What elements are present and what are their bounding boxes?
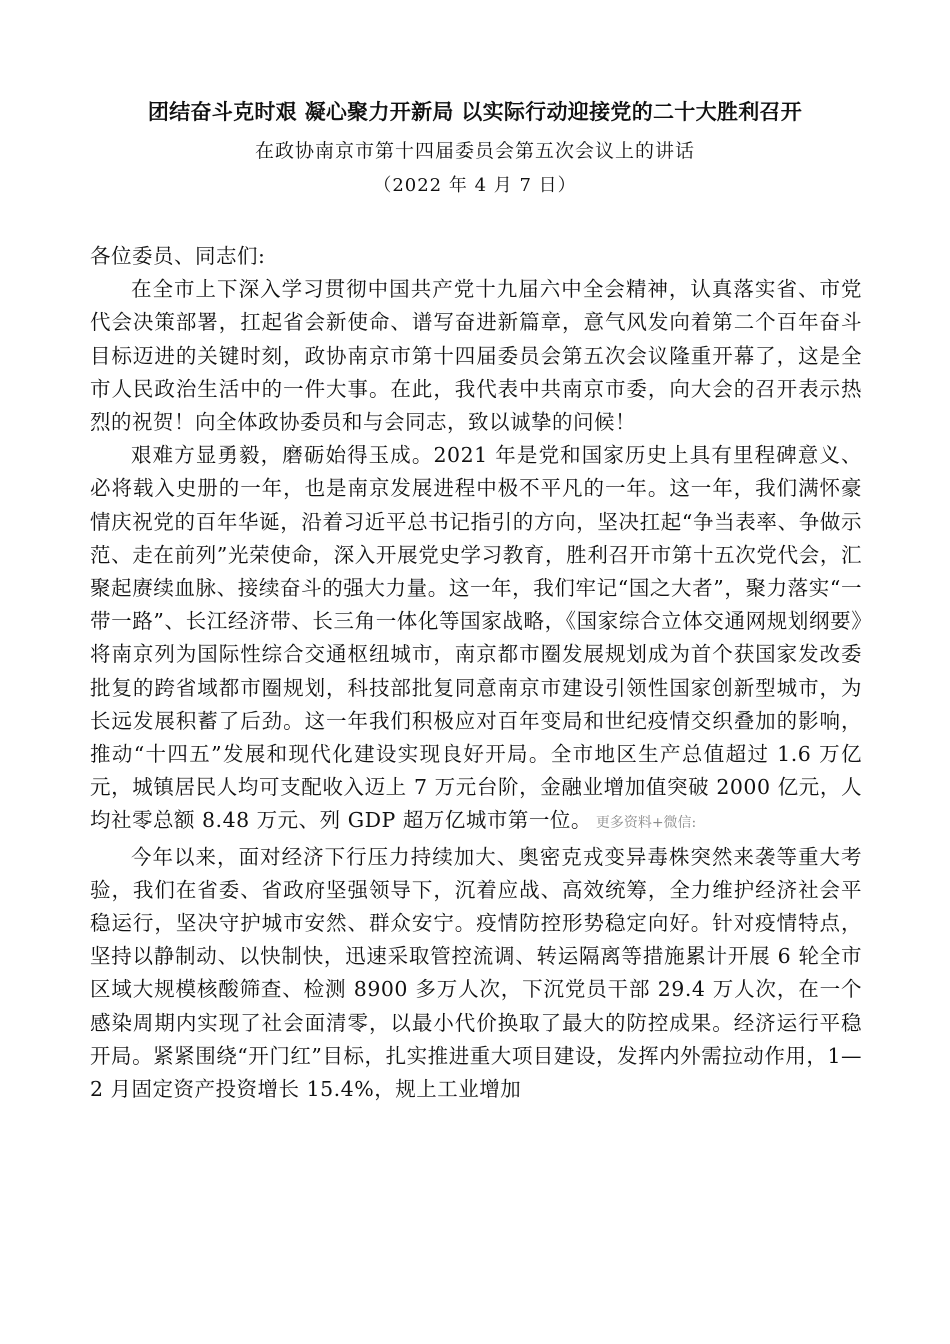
- document-date: （2022 年 4 月 7 日）: [373, 175, 577, 196]
- document-body: [90, 240, 862, 1106]
- paragraph-2: [90, 439, 862, 840]
- inline-note: 更多资料+微信:: [595, 815, 697, 832]
- document-title: 团结奋斗克时艰 凝心聚力开新局 以实际行动迎接党的二十大胜利召开: [147, 99, 803, 124]
- paragraph-1-text: 在全市上下深入学习贯彻中国共产党十九届六中全会精神，认真落实省、市党代会决策部署，扛起省会新使命、谱写奋进新篇章，意气风发向着第二个百年奋斗目标迈进的关键时刻，政协南京市第十四届委员会第五次会议隆重开幕了，这是全市人民政治生活中的一件大事。在此，我代表中共南京市委，向大会的召开表示热烈的祝贺！向全体政协委员和与会同志，致以诚挚的问候！: [90, 277, 862, 435]
- document-subtitle: 在政协南京市第十四届委员会第五次会议上的讲话: [254, 140, 695, 162]
- paragraph-1: [90, 273, 862, 439]
- paragraph-2-text: 艰难方显勇毅，磨砺始得玉成。2021 年是党和国家历史上具有里程碑意义、必将载入史册的一年，也是南京发展进程中极不平凡的一年。这一年，我们满怀豪情庆祝党的百年华诞，沿着习近平总书记指引的方向，坚决扛起“争当表率、争做示范、走在前列”光荣使命，深入开展党史学习教育，胜利召开市第十五次党代会，汇聚起赓续血脉、接续奋斗的强大力量。这一年，我们牢记“国之大者”，聚力落实“一带一路”、长江经济带、长三角一体化等国家战略，《国家综合立体交通网规划纲要》将南京列为国际性综合交通枢纽城市，南京都市圈发展规划成为首个获国家发改委批复的跨省域都市圈规划，科技部批复同意南京市建设引领性国家创新型城市，为长远发展积蓄了后劲。这一年我们积极应对百年变局和世纪疫情交织叠加的影响，推动“十四五”发展和现代化建设实现良好开局。全市地区生产总值超过 1.6 万亿元，城镇居民人均可支配收入迈上 7 万元台阶，金融业增加值突破 2000 亿元，人均社零总额 8.48 万元、列 GDP 超万亿城市第一位。: [90, 443, 862, 833]
- paragraph-3: [90, 841, 862, 1107]
- paragraph-3-text: 今年以来，面对经济下行压力持续加大、奥密克戎变异毒株突然来袭等重大考验，我们在省委、省政府坚强领导下，沉着应战、高效统筹，全力维护经济社会平稳运行，坚决守护城市安然、群众安宁。疫情防控形势稳定向好。针对疫情特点，坚持以静制动、以快制快，迅速采取管控流调、转运隔离等措施累计开展 6 轮全市区域大规模核酸筛查、检测 8900 多万人次，下沉党员干部 29.4 万人次，在一个感染周期内实现了社会面清零，以最小代价换取了最大的防控成果。经济运行平稳开局。紧紧围绕“开门红”目标，扎实推进重大项目建设，发挥内外需拉动作用，1—2 月固定资产投资增长 15.4%，规上工业增加: [90, 844, 862, 1102]
- salutation: 各位委员、同志们:: [90, 244, 266, 268]
